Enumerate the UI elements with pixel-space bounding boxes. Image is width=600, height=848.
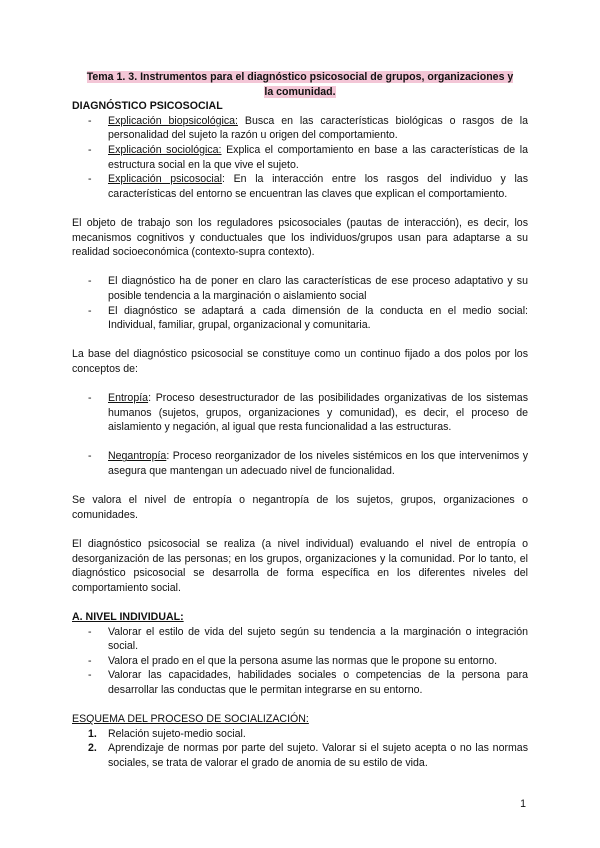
term-sociologica: Explicación sociológica: bbox=[108, 143, 222, 156]
dash-bullet: - bbox=[88, 669, 92, 682]
entropia-list bbox=[72, 391, 528, 435]
individual-list bbox=[72, 625, 528, 698]
explicaciones-list bbox=[72, 114, 528, 202]
page-content bbox=[72, 70, 528, 771]
paragraph-base: La base del diagnóstico psicosocial se constituye como un continuo fijado a dos polos por los conceptos de: bbox=[72, 348, 528, 375]
item-text: Valorar el estilo de vida del sujeto según su tendencia a la marginación o integración social. bbox=[108, 625, 528, 653]
list-item bbox=[72, 114, 528, 143]
item-text: Busca en las características biológicas o rasgos de la personalidad del sujeto la razón u origen del comportamiento. bbox=[108, 114, 528, 142]
dash-bullet: - bbox=[88, 114, 92, 127]
title-line-1: Tema 1. 3. Instrumentos para el diagnóstico psicosocial de grupos, organizaciones y bbox=[86, 71, 514, 83]
item-text: El diagnóstico se adaptará a cada dimensión de la conducta en el medio social: Individual, familiar, grupal, organizacional y comunitaria. bbox=[108, 304, 528, 332]
dash-bullet: - bbox=[88, 625, 92, 638]
diagnostico-list bbox=[72, 274, 528, 332]
term-biopsicologica: Explicación biopsicológica: bbox=[108, 114, 238, 127]
heading-esquema: ESQUEMA DEL PROCESO DE SOCIALIZACIÓN: bbox=[72, 713, 309, 726]
document-title bbox=[72, 70, 528, 99]
paragraph-realiza: El diagnóstico psicosocial se realiza (a nivel individual) evaluando el nivel de entropía o desorganización de las personas; en los grupos, organizaciones y la comunidad. Por lo tanto, el diagnóstico psicosocial se desarrolla de forma específica en los diferentes niveles del comportamiento social. bbox=[72, 538, 528, 594]
dash-bullet: - bbox=[88, 304, 92, 317]
paragraph-objeto: El objeto de trabajo son los reguladores psicosociales (pautas de interacción), es decir, los mecanismos cognitivos y conductuales que los individuos/grupos usan para adaptarse a su realidad socioeconómica (contexto-supra contexto). bbox=[72, 216, 528, 259]
title-line-2: la comunidad. bbox=[264, 85, 336, 98]
dash-bullet: - bbox=[88, 173, 92, 186]
list-item bbox=[72, 625, 528, 654]
item-text: El diagnóstico ha de poner en claro las características de ese proceso adaptativo y su posible tendencia a la marginación o aislamiento social bbox=[108, 275, 528, 302]
paragraph-valora: Se valora el nivel de entropía o negantropía de los sujetos, grupos, organizaciones o comunidades. bbox=[72, 494, 528, 521]
list-item bbox=[72, 668, 528, 697]
term-entropia: Entropía bbox=[108, 392, 149, 405]
item-text: : Proceso desestructurador de las posibilidades organizativas de los sistemas humanos (sujetos, grupos, organizaciones y comunidad), es decir, el proceso de aislamiento y negación, al igual que resta funcionalidad a las estructuras. bbox=[108, 392, 528, 434]
item-number: 1. bbox=[88, 727, 97, 740]
list-item bbox=[72, 391, 528, 435]
list-item bbox=[72, 304, 528, 333]
page-number: 1 bbox=[520, 798, 526, 810]
dash-bullet: - bbox=[88, 275, 92, 288]
list-item bbox=[72, 172, 528, 201]
dash-bullet: - bbox=[88, 450, 92, 463]
list-item bbox=[72, 727, 528, 742]
list-item bbox=[72, 449, 528, 478]
item-text: : En la interacción entre los rasgos del individuo y las características del entorno se encuentran las claves que explican el comportamiento. bbox=[108, 173, 528, 200]
negantropia-list bbox=[72, 449, 528, 478]
list-item bbox=[72, 274, 528, 303]
item-text: Explica el comportamiento en base a las características de la estructura social en la que vive el sujeto. bbox=[108, 143, 529, 171]
list-item bbox=[72, 143, 528, 172]
item-text: Relación sujeto-medio social. bbox=[108, 727, 246, 740]
item-text: : Proceso reorganizador de los niveles sistémicos en los que intervenimos y asegura que mantengan un adecuado nivel de funcionalidad. bbox=[108, 450, 528, 478]
item-text: Aprendizaje de normas por parte del sujeto. Valorar si el sujeto acepta o no las normas sociales, se trata de valorar el grado de anomia de su estilo de vida. bbox=[108, 742, 528, 769]
heading-diagnostico: DIAGNÓSTICO PSICOSOCIAL bbox=[72, 100, 223, 113]
dash-bullet: - bbox=[88, 392, 92, 405]
dash-bullet: - bbox=[88, 143, 92, 156]
term-psicosocial: Explicación psicosocial bbox=[108, 173, 223, 186]
term-negantropia: Negantropía bbox=[108, 450, 167, 463]
esquema-list bbox=[72, 727, 528, 771]
item-text: Valorar las capacidades, habilidades sociales o competencias de la persona para desarrollar las conductas que le permitan integrarse en su entorno. bbox=[108, 669, 528, 696]
list-item bbox=[72, 741, 528, 770]
heading-nivel-individual: A. NIVEL INDIVIDUAL: bbox=[72, 610, 184, 623]
item-number: 2. bbox=[88, 742, 97, 755]
list-item bbox=[72, 654, 528, 669]
item-text: Valora el prado en el que la persona asume las normas que le propone su entorno. bbox=[108, 654, 498, 667]
dash-bullet: - bbox=[88, 654, 92, 667]
